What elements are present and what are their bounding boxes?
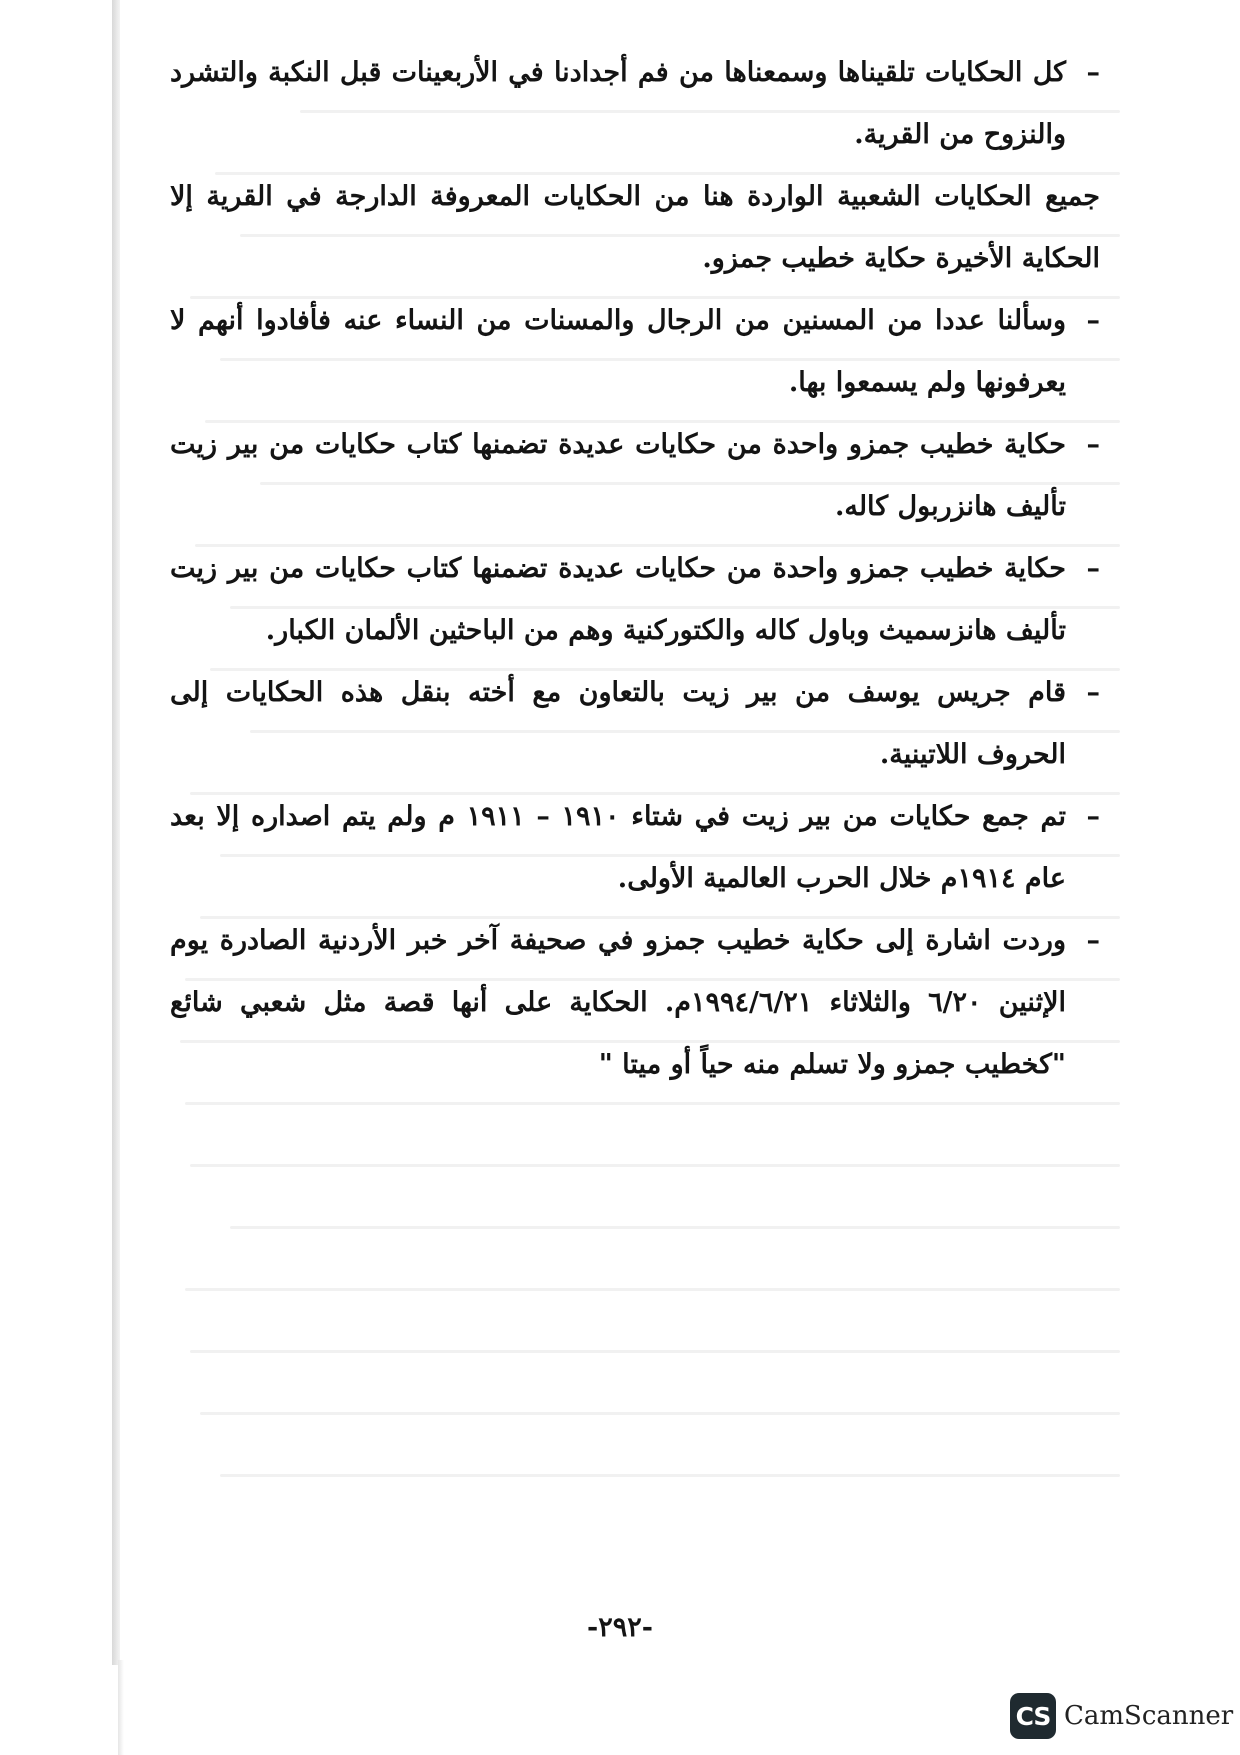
paragraph-7 bbox=[170, 786, 1100, 910]
bullet-dash: – bbox=[1086, 677, 1100, 708]
bullet-dash: – bbox=[1086, 553, 1100, 584]
camscanner-brand-name: CamScanner bbox=[1064, 1701, 1234, 1731]
paragraph-1 bbox=[170, 42, 1100, 166]
paragraph-text: تم جمع حكايات من بير زيت في شتاء ١٩١٠ – ١٩١١ م ولم يتم اصداره إلا بعد عام ١٩١٤م خلال الحرب العالمية الأولى. bbox=[170, 801, 1066, 894]
camscanner-watermark bbox=[1010, 1693, 1233, 1739]
paragraph-text: جميع الحكايات الشعبية الواردة هنا من الحكايات المعروفة الدارجة في القرية إلا الحكاية الأخيرة حكاية خطيب جمزو. bbox=[170, 181, 1100, 274]
bullet-dash: – bbox=[1086, 925, 1100, 956]
paragraph-5 bbox=[170, 538, 1100, 662]
page-number: -٢٩٢- bbox=[587, 1612, 653, 1643]
paragraph-text: قام جريس يوسف من بير زيت بالتعاون مع أخته بنقل هذه الحكايات إلى الحروف اللاتينية. bbox=[170, 677, 1066, 770]
bullet-dash: – bbox=[1086, 429, 1100, 460]
bullet-dash: – bbox=[1086, 801, 1100, 832]
paragraph-text: حكاية خطيب جمزو واحدة من حكايات عديدة تضمنها كتاب حكايات من بير زيت تأليف هانزربول كاله. bbox=[170, 429, 1066, 522]
paragraph-8 bbox=[170, 910, 1100, 1096]
document-body bbox=[170, 42, 1100, 1096]
camscanner-logo-icon: CS bbox=[1010, 1693, 1056, 1739]
paragraph-4 bbox=[170, 414, 1100, 538]
scan-edge-shadow bbox=[112, 0, 120, 1665]
bullet-dash: – bbox=[1086, 57, 1100, 88]
paragraph-3 bbox=[170, 290, 1100, 414]
paragraph-text: وردت اشارة إلى حكاية خطيب جمزو في صحيفة آخر خبر الأردنية الصادرة يوم الإثنين ٦/٢٠ والثلاثاء ١٩٩٤/٦/٢١م. الحكاية على أنها قصة مثل شعبي شائع "كخطيب جمزو ولا تسلم منه حياً أو ميتا " bbox=[170, 925, 1066, 1080]
paragraph-2 bbox=[170, 166, 1100, 290]
paragraph-text: حكاية خطيب جمزو واحدة من حكايات عديدة تضمنها كتاب حكايات من بير زيت تأليف هانزسميث وباول كاله والكتوركنية وهم من الباحثين الألمان الكبار. bbox=[170, 553, 1066, 646]
bullet-dash: – bbox=[1086, 305, 1100, 336]
scan-edge-shadow-bottom bbox=[118, 1660, 124, 1755]
paragraph-text: وسألنا عددا من المسنين من الرجال والمسنات من النساء عنه فأفادوا أنهم لا يعرفونها ولم يسمعوا بها. bbox=[170, 305, 1066, 398]
paragraph-6 bbox=[170, 662, 1100, 786]
paragraph-text: كل الحكايات تلقيناها وسمعناها من فم أجدادنا في الأربعينات قبل النكبة والتشرد والنزوح من القرية. bbox=[170, 57, 1066, 150]
